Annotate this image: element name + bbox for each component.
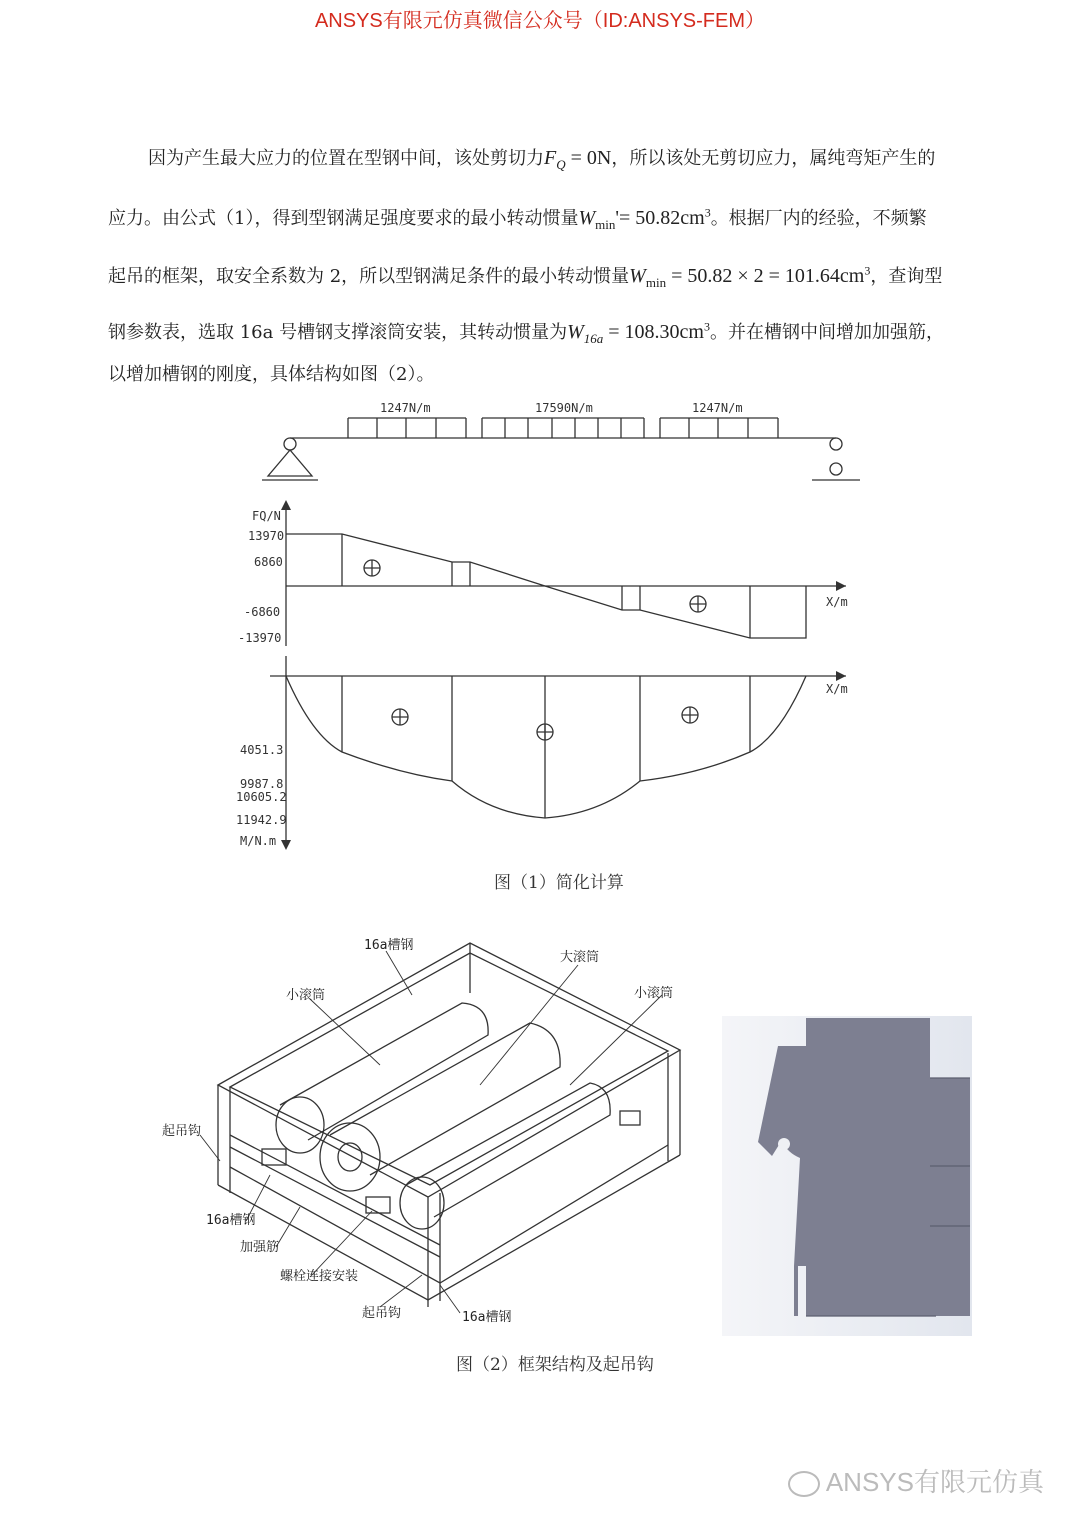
moment-curve — [286, 676, 806, 818]
math-symbol: W — [629, 265, 646, 287]
axis-arrows — [281, 500, 846, 850]
label-hook-bottom: 起吊钩 — [362, 1306, 402, 1321]
moment-x-label: X/m — [826, 682, 848, 696]
figure1-caption: 图（1）简化计算 — [494, 873, 624, 893]
label-channel-left: 16a槽钢 — [206, 1213, 256, 1228]
math-symbol: F — [544, 147, 557, 169]
math-superscript: 3 — [703, 319, 710, 334]
plus-markers — [364, 560, 706, 740]
load-arrows — [348, 418, 778, 438]
frame-structure-drawing — [150, 935, 710, 1335]
small-roller-right — [400, 1083, 610, 1229]
text-run: ，所以该处无剪切应力，属纯弯矩产生的 — [611, 148, 936, 169]
math-expression: = 50.82 × 2 = 101.64cm — [666, 265, 865, 287]
moment-tick-3: 10605.2 — [236, 790, 287, 804]
math-expression: = 108.30cm — [603, 321, 704, 343]
figure2-caption: 图（2）框架结构及起吊钩 — [456, 1355, 654, 1375]
math-symbol: W — [567, 321, 584, 343]
moment-axis-label: M/N.m — [240, 834, 277, 848]
shear-axis-label: FQ/N — [252, 509, 281, 523]
text-run: 钢参数表，选取 16a 号槽钢支撑滚筒安装，其转动惯量为 — [108, 322, 568, 343]
label-channel-top: 16a槽钢 — [364, 938, 414, 953]
roller-support-right — [812, 438, 860, 480]
label-rib: 加强筋 — [240, 1240, 280, 1255]
label-small-roller-right: 小滚筒 — [634, 986, 674, 1001]
load-label-left: 1247N/m — [380, 401, 431, 415]
math-superscript: 3 — [704, 205, 711, 220]
paragraph-line-4 — [108, 318, 944, 347]
load-label-right: 1247N/m — [692, 401, 743, 415]
watermark — [788, 1462, 1044, 1499]
paragraph-line-2 — [108, 204, 927, 233]
math-subscript: min — [595, 217, 616, 232]
text-run: 。根据厂内的经验，不频繁 — [710, 208, 927, 229]
shear-x-label: X/m — [826, 595, 848, 609]
moment-tick-1: 4051.3 — [240, 743, 284, 757]
lifting-hook-render — [722, 1016, 972, 1336]
figure1-diagram — [0, 396, 1080, 856]
shear-tick-3: -6860 — [244, 605, 281, 619]
text-run: 因为产生最大应力的位置在型钢中间，该处剪切力 — [148, 148, 544, 169]
small-roller-left — [276, 1003, 488, 1153]
text-run: 起吊的框架，取安全系数为 2，所以型钢满足条件的最小转动惯量 — [108, 266, 630, 287]
label-bolt: 螺栓连接安装 — [280, 1269, 359, 1284]
load-label-mid: 17590N/m — [535, 401, 593, 415]
label-small-roller-left: 小滚筒 — [286, 988, 326, 1003]
text-run: ，查询型 — [870, 266, 943, 287]
label-hook-left: 起吊钩 — [162, 1124, 202, 1139]
frame-top-rail — [218, 943, 680, 1197]
label-big-roller: 大滚筒 — [560, 950, 600, 965]
math-expression: = 0N — [565, 147, 612, 169]
watermark-text: ANSYS有限元仿真 — [825, 1467, 1044, 1497]
paragraph-line-3 — [108, 262, 942, 291]
bearing-blocks — [262, 1111, 640, 1213]
math-subscript: Q — [556, 157, 566, 172]
shear-tick-1: 13970 — [248, 529, 285, 543]
shear-tick-4: -13970 — [238, 631, 282, 645]
shear-tick-2: 6860 — [254, 555, 283, 569]
math-subscript: 16a — [583, 331, 604, 346]
math-superscript: 3 — [864, 263, 871, 278]
pin-support-left — [262, 438, 318, 480]
moment-tick-2: 9987.8 — [240, 777, 284, 791]
paragraph-line-5: 以增加槽钢的刚度，具体结构如图（2）。 — [108, 364, 435, 385]
hook-notch — [778, 1138, 790, 1150]
moment-verticals — [342, 676, 750, 818]
math-expression: '= 50.82cm — [615, 207, 705, 229]
text-run: 。并在槽钢中间增加加强筋， — [709, 322, 944, 343]
header-title: ANSYS有限元仿真微信公众号（ID:ANSYS-FEM） — [314, 10, 766, 32]
math-subscript: min — [645, 275, 667, 290]
label-channel-bottom: 16a槽钢 — [462, 1310, 512, 1325]
wechat-icon — [788, 1471, 820, 1497]
paragraph-line-1 — [148, 144, 935, 173]
moment-tick-4: 11942.9 — [236, 813, 287, 827]
math-symbol: W — [578, 207, 596, 229]
text-run: 应力。由公式（1），得到型钢满足强度要求的最小转动惯量 — [108, 208, 579, 229]
